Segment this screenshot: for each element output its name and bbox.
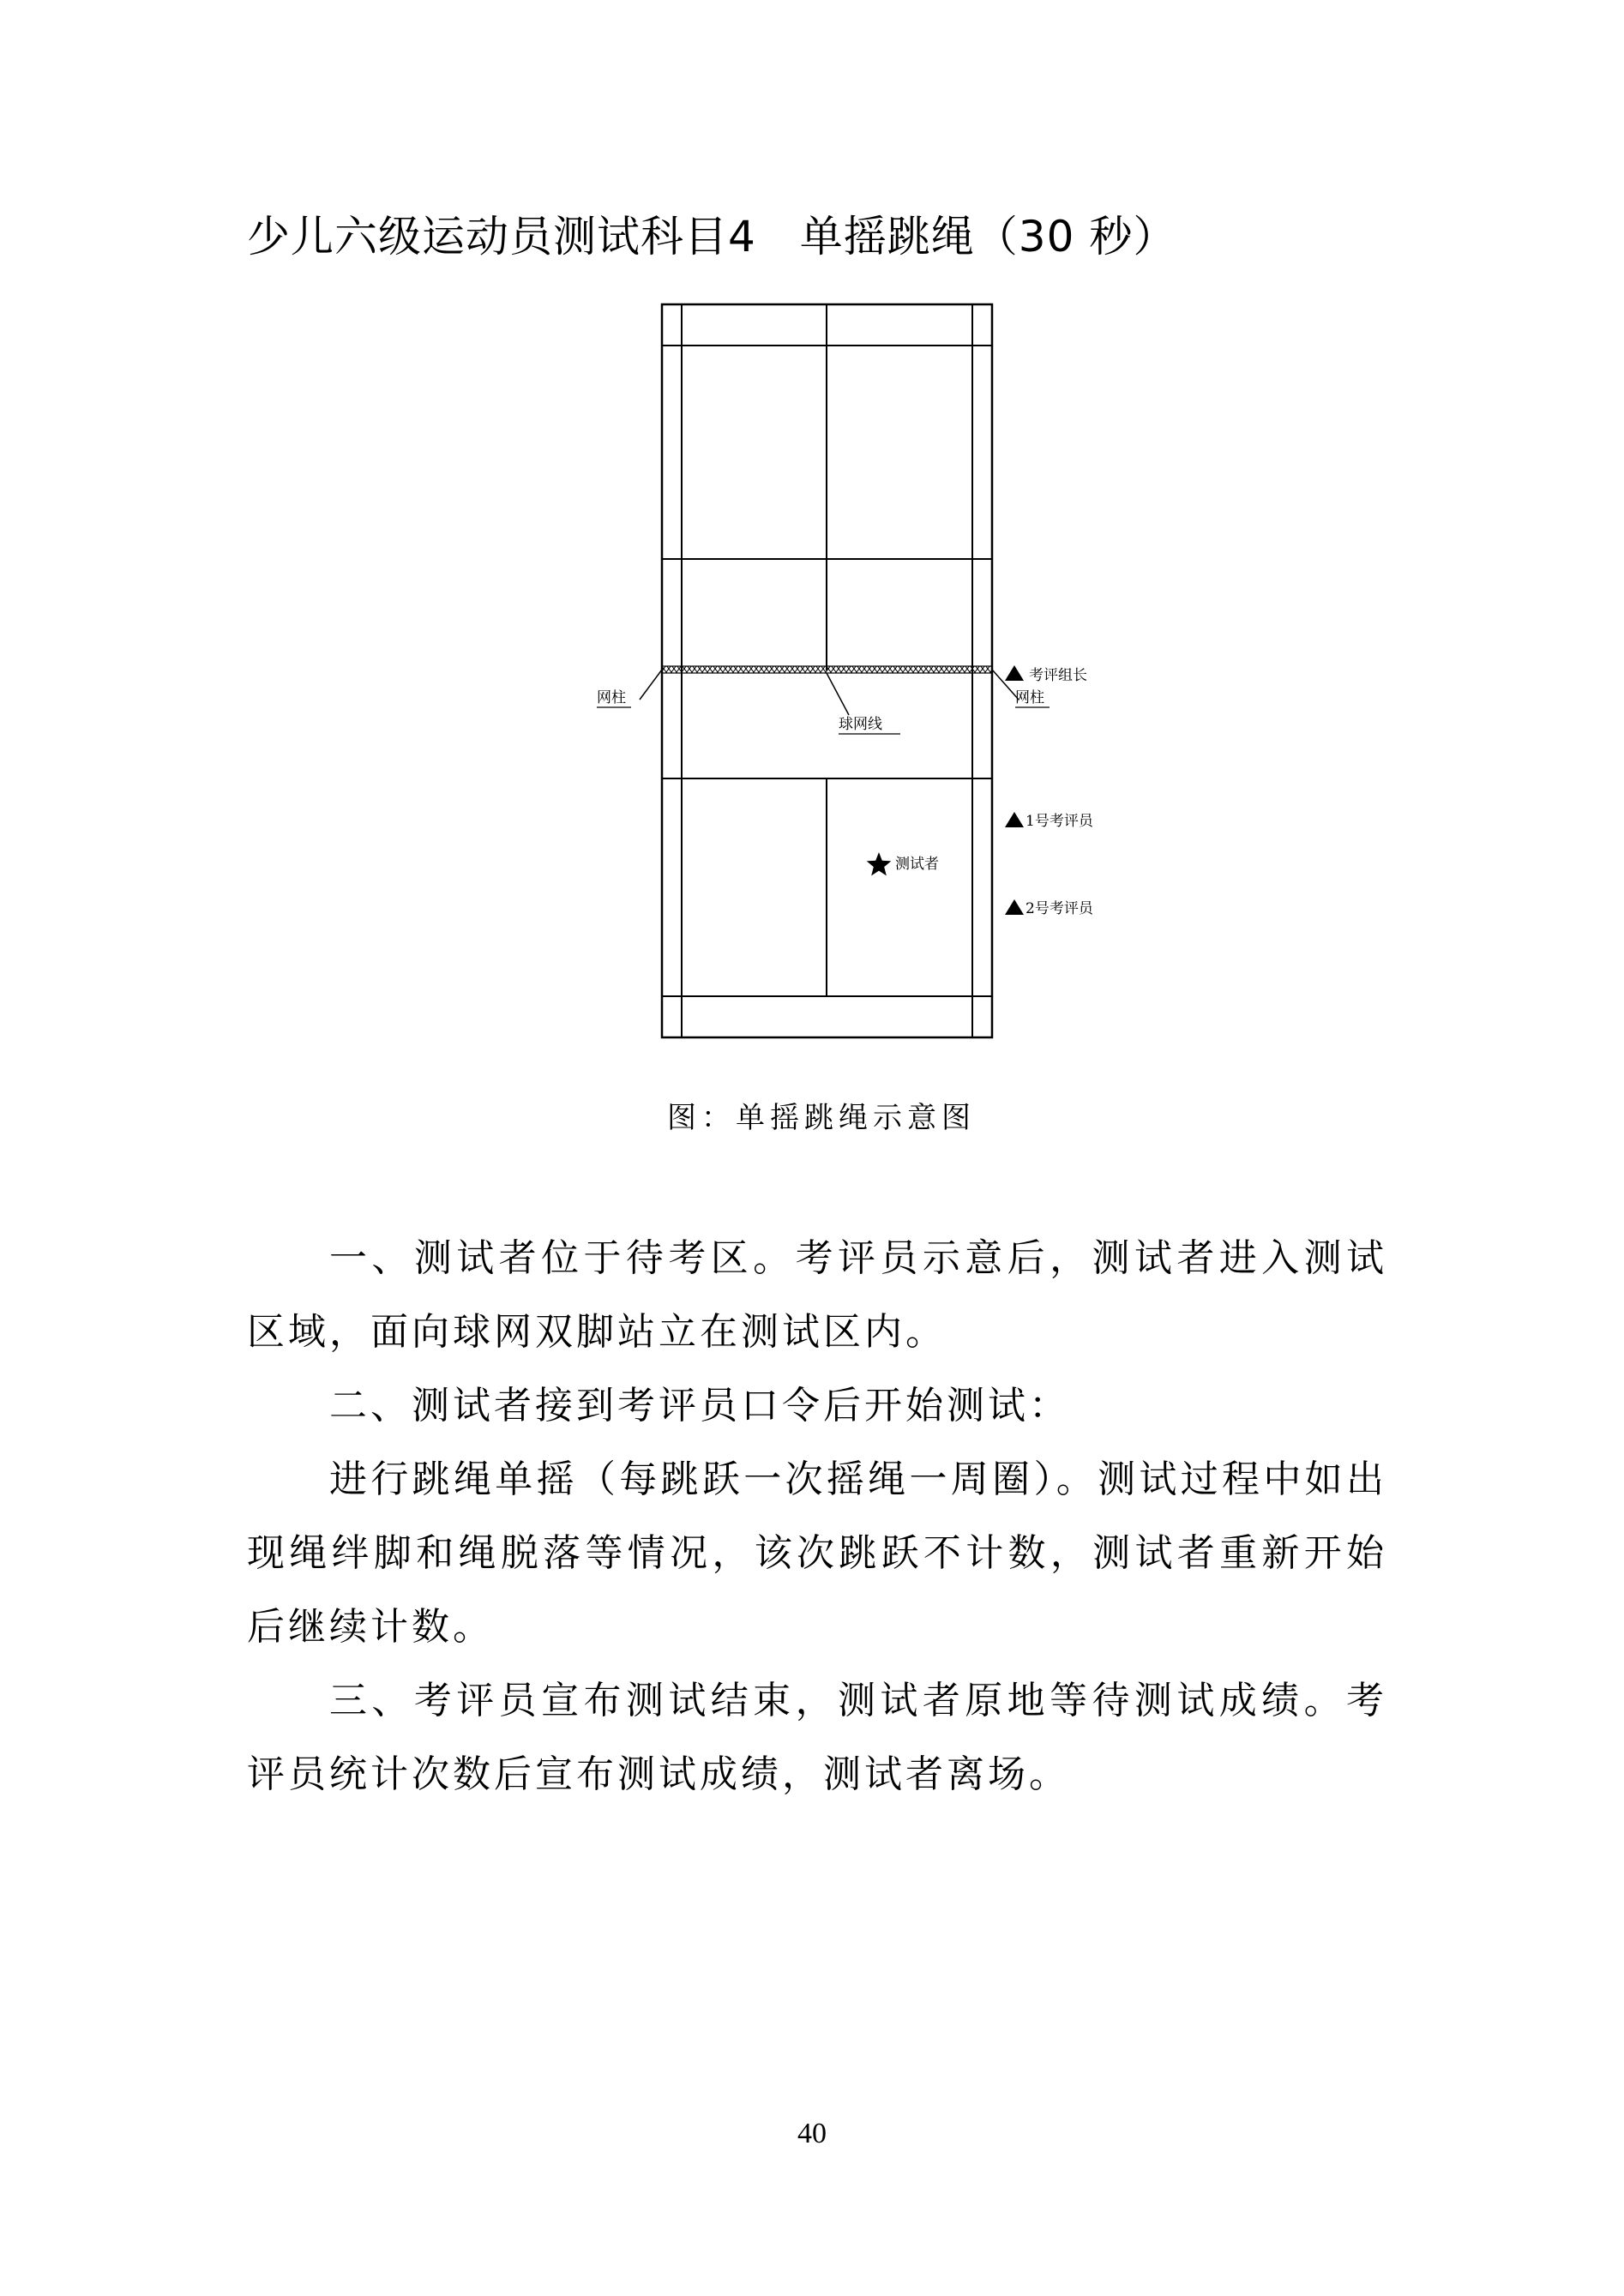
net-line-label: 球网线 (839, 716, 882, 733)
judge-2 (1005, 899, 1095, 917)
tester-label: 测试者 (895, 856, 939, 873)
triangle-icon (1005, 665, 1024, 681)
paragraph-2: 二、测试者接到考评员口令后开始测试： (329, 1384, 1070, 1427)
star-icon (867, 852, 892, 875)
page-number: 40 (797, 2118, 827, 2149)
court-diagram (566, 292, 1115, 1063)
judge-2-label: 2号考评员 (1026, 900, 1093, 917)
body-text (247, 1222, 1387, 1812)
judge-1-label: 1号考评员 (1026, 813, 1093, 830)
net-line (662, 666, 992, 673)
judge-1 (1005, 812, 1095, 830)
paragraph-1: 一、测试者位于待考区。考评员示意后，测试者进入测试区域，面向球网双脚站立在测试区内。 (247, 1236, 1387, 1354)
figure-caption: 图：单摇跳绳示意图 (667, 1101, 976, 1135)
tester (867, 852, 939, 875)
paragraph-3: 进行跳绳单摇（每跳跃一次摇绳一周圈）。测试过程中如出现绳绊脚和绳脱落等情况，该次跳跃不计数，测试者重新开始后继续计数。 (247, 1458, 1387, 1649)
head-judge (1005, 665, 1087, 684)
head-judge-label: 考评组长 (1029, 667, 1087, 684)
triangle-icon (1005, 899, 1024, 915)
triangle-icon (1005, 812, 1024, 827)
net-post-left (597, 670, 662, 707)
net-line-callout (827, 673, 900, 734)
page-title: 少儿六级运动员测试科目4 单摇跳绳（30 秒） (247, 212, 1177, 261)
net-post-right-label: 网柱 (1015, 689, 1044, 706)
paragraph-4: 三、考评员宣布测试结束，测试者原地等待测试成绩。考评员统计次数后宣布测试成绩，测试者离场。 (247, 1679, 1387, 1796)
net-post-left-label: 网柱 (597, 689, 626, 706)
